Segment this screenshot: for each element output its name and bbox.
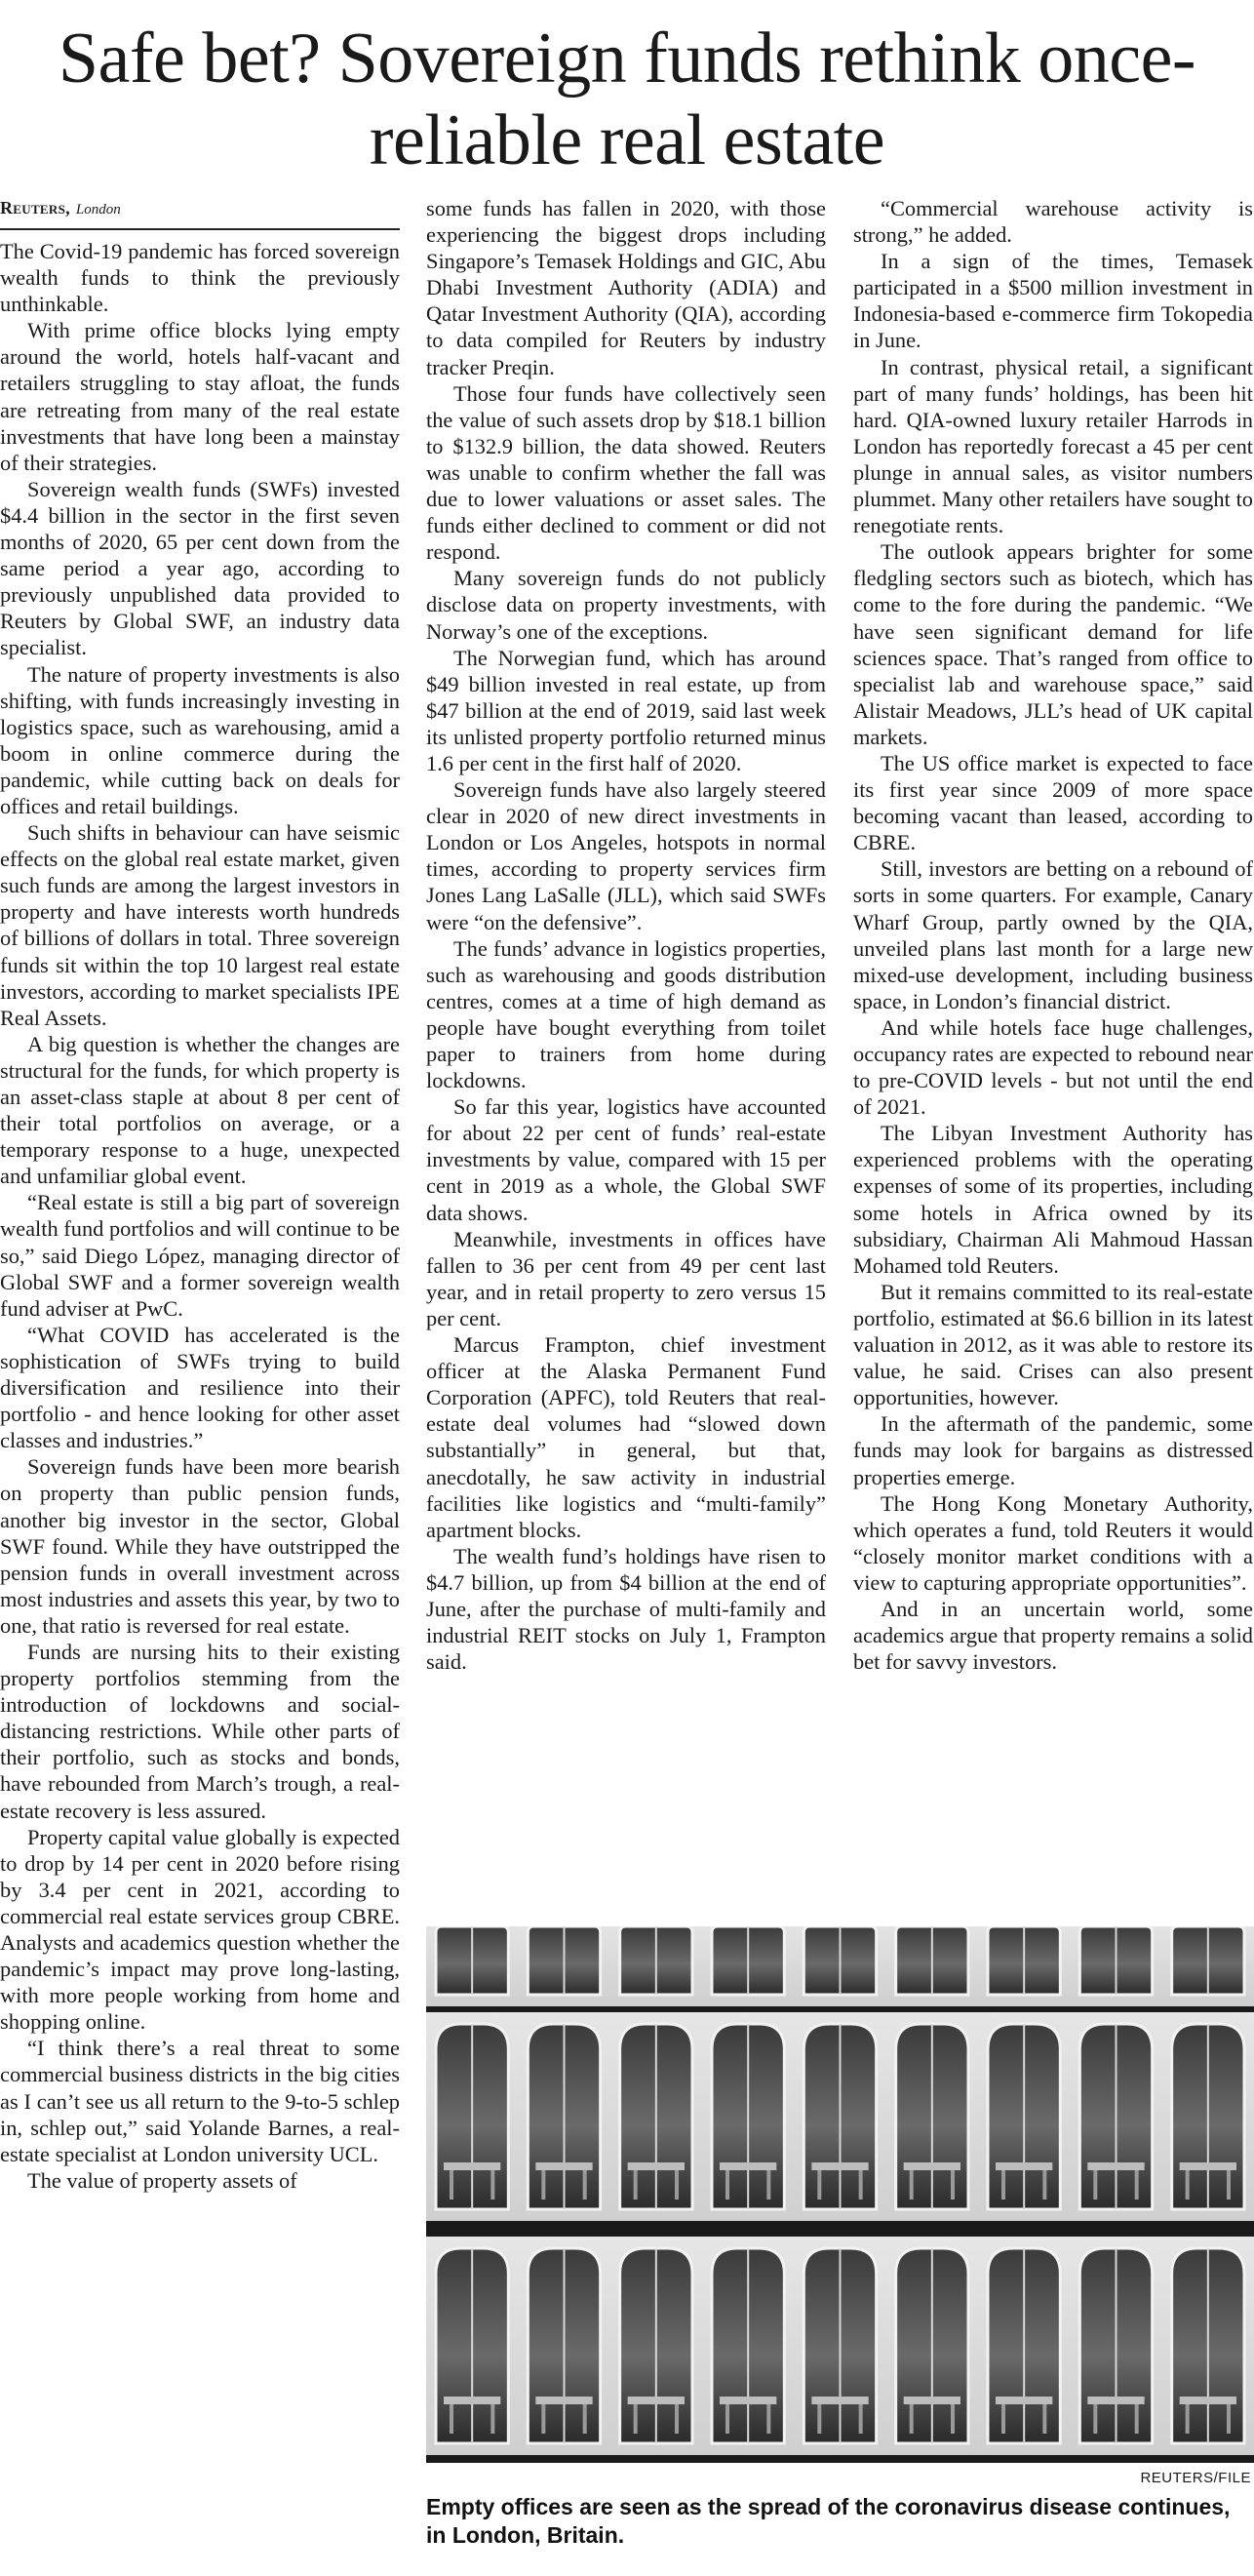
desk-leg: [910, 2170, 914, 2200]
desk: [904, 2162, 960, 2170]
desk: [535, 2162, 592, 2170]
paragraph: Sovereign wealth funds (SWFs) invested $4.4 billion in the sector in the first seven months of 2020, 65 per cent down from the same period a year ago, according to previously unpublished data provided to Reuters by Global SWF, an industry data specialist.: [0, 476, 400, 660]
desk-leg: [725, 2170, 729, 2200]
paragraph: A big question is whether the changes are structural for the funds, for which property is an asset-class staple at about 8 per cent of their total portfolios on average, or a temporary response to a huge, unexpected and unfamiliar global event.: [0, 1031, 400, 1189]
desk: [628, 2162, 685, 2170]
desk-leg: [817, 2170, 821, 2200]
paragraph: Those four funds have collectively seen the value of such assets drop by $18.1 billion to $132.9 billion, the data showed. Reuters was unable to confirm whether the fall was due to lower valuations or asset sales. The funds either declined to comment or did not respond.: [426, 380, 826, 565]
desk-leg: [1135, 2404, 1139, 2434]
desk: [811, 2162, 868, 2170]
paragraph: Marcus Frampton, chief investment officer at the Alaska Permanent Fund Corporation (APFC), told Reuters that real-estate deal volumes had “slowed down substantially” in general, but that, anecdotally, he saw activity in industrial facilities like logistics and “multi-family” apartment blocks.: [426, 1332, 826, 1542]
desk-leg: [675, 2170, 679, 2200]
desk-leg: [1001, 2170, 1005, 2200]
desk: [996, 2397, 1052, 2404]
desk-leg: [951, 2404, 955, 2434]
paragraph: Sovereign funds have also largely steered clear in 2020 of new direct investments in London or Los Angeles, hotspots in normal times, according to property services firm Jones Lang LaSalle (JLL), which said SWFs were “on the defensive”.: [426, 777, 826, 934]
office-windows-illustration: [426, 1926, 1254, 2463]
article-column-2: [426, 195, 826, 1941]
paragraph: Funds are nursing hits to their existing property portfolios stemming from the introduction of lockdowns and social-distancing restrictions. While other parts of their portfolio, such as stocks and bonds, have rebounded from March’s trough, a real-estate recovery is less assured.: [0, 1639, 400, 1823]
desk-leg: [859, 2170, 863, 2200]
paragraph: The Norwegian fund, which has around $49 billion invested in real estate, up from $47 billion at the end of 2019, said last week its unlisted property portfolio returned minus 1.6 per cent in the first half of 2020.: [426, 645, 826, 775]
paragraph: So far this year, logistics have accounted for about 22 per cent of funds’ real-estate investments by value, compared with 15 per cent in 2019 as a whole, the Global SWF data shows.: [426, 1094, 826, 1225]
desk-leg: [1093, 2404, 1097, 2434]
desk: [628, 2397, 685, 2404]
paragraph: Sovereign funds have been more bearish on property than public pension funds, another big investor in the sector, Global SWF found. While they have outstripped the pension funds in overall investment across most industries and assets this year, by two to one, that ratio is reversed for real estate.: [0, 1454, 400, 1638]
paragraph: The Libyan Investment Authority has experienced problems with the operating expenses of some of its properties, including some hotels in Africa owned by its subsidiary, Chairman Ali Mahmoud Hassan Mohamed told Reuters.: [853, 1121, 1253, 1278]
desk-leg: [450, 2404, 453, 2434]
desk-leg: [951, 2170, 955, 2200]
desk: [811, 2397, 868, 2404]
paragraph: In contrast, physical retail, a significant part of many funds’ holdings, has been hit hard. QIA-owned luxury retailer Harrods in London has reportedly forecast a 45 per cent plunge in annual sales, as visitor numbers plummet. Many other retailers have sought to renegotiate rents.: [853, 354, 1253, 538]
desk: [444, 2397, 500, 2404]
desk-leg: [634, 2170, 638, 2200]
paragraph: And in an uncertain world, some academics argue that property remains a solid bet for savvy investors.: [853, 1596, 1253, 1675]
desk-leg: [490, 2404, 494, 2434]
paragraph: And while hotels face huge challenges, occupancy rates are expected to rebound near to pre-COVID levels - but not until the end of 2021.: [853, 1014, 1253, 1120]
desk: [720, 2397, 776, 2404]
desk-leg: [541, 2170, 545, 2200]
desk: [535, 2397, 592, 2404]
desk: [1180, 2397, 1236, 2404]
paragraph: Property capital value globally is expected to drop by 14 per cent in 2020 before rising by 3.4 per cent in 2021, according to commercial real estate services group CBRE. Analysts and academics question whether the pandemic’s impact may prove long-lasting, with more people working from home and shopping online.: [0, 1824, 400, 2035]
desk: [1087, 2162, 1144, 2170]
desk-leg: [1135, 2170, 1139, 2200]
paragraph: “Commercial warehouse activity is strong,” he added.: [853, 196, 1253, 248]
desk-leg: [1042, 2404, 1046, 2434]
paragraph: The Hong Kong Monetary Authority, which operates a fund, told Reuters it would “closely monitor market conditions with a view to capturing appropriate opportunities”.: [853, 1490, 1253, 1595]
photo-credit: REUTERS/FILE: [1140, 2470, 1251, 2486]
paragraph: Meanwhile, investments in offices have fallen to 36 per cent from 49 per cent last year, and in retail property to zero versus 15 per cent.: [426, 1226, 826, 1330]
desk-leg: [583, 2170, 587, 2200]
desk-leg: [725, 2404, 729, 2434]
byline-agency: Reuters,: [0, 198, 70, 218]
paragraph: In a sign of the times, Temasek participated in a $500 million investment in Indonesia-based e-commerce firm Tokopedia in June.: [853, 249, 1253, 353]
paragraph: “I think there’s a real threat to some commercial business districts in the big cities as I can’t see us all return to the 9-to-5 schlep in, schlep out,” said Yolande Barnes, a real-estate specialist at London university UCL.: [0, 2036, 400, 2166]
desk: [996, 2162, 1052, 2170]
article-column-3: [853, 195, 1253, 1941]
paragraph: Such shifts in behaviour can have seismic effects on the global real estate market, given such funds are among the largest investors in property and have interests worth hundreds of billions of dollars in total. Three sovereign funds sit within the top 10 largest real estate investors, according to market specialists IPE Real Assets.: [0, 820, 400, 1030]
desk-leg: [1093, 2170, 1097, 2200]
paragraph: The value of property assets of: [27, 2167, 297, 2193]
paragraph: The wealth fund’s holdings have risen to $4.7 billion, up from $4 billion at the end of June, after the purchase of multi-family and industrial REIT stocks on July 1, Frampton said.: [426, 1543, 826, 1675]
headline: Safe bet? Sovereign funds rethink once-reliable real estate: [58, 19, 1196, 180]
paragraph: The funds’ advance in logistics properties, such as warehousing and goods distribution centres, comes at a time of high demand as people have bought everything from toilet paper to trainers from home during lockdowns.: [426, 935, 826, 1093]
desk-leg: [1227, 2404, 1231, 2434]
desk: [444, 2162, 500, 2170]
desk-leg: [490, 2170, 494, 2200]
desk-leg: [450, 2170, 453, 2200]
desk-leg: [1001, 2404, 1005, 2434]
desk-leg: [859, 2404, 863, 2434]
desk-leg: [1186, 2170, 1190, 2200]
desk-leg: [817, 2404, 821, 2434]
paragraph: Many sovereign funds do not publicly disclose data on property investments, with Norway’s one of the exceptions.: [426, 566, 826, 644]
desk-leg: [766, 2404, 770, 2434]
byline: [0, 195, 400, 230]
desk: [904, 2397, 960, 2404]
desk-leg: [910, 2404, 914, 2434]
desk: [1180, 2162, 1236, 2170]
desk-leg: [1227, 2170, 1231, 2200]
desk: [720, 2162, 776, 2170]
desk-leg: [1042, 2170, 1046, 2200]
paragraph: In the aftermath of the pandemic, some funds may look for bargains as distressed properties emerge.: [853, 1411, 1253, 1489]
paragraph: “What COVID has accelerated is the sophistication of SWFs trying to build diversification and resilience into their portfolio - and hence looking for other asset classes and industries.”: [0, 1322, 400, 1453]
desk-leg: [766, 2170, 770, 2200]
paragraph: The outlook appears brighter for some fledgling sectors such as biotech, which has come to the fore during the pandemic. “We have seen significant demand for life sciences space. That’s ranged from office to specialist lab and warehouse space,” said Alistair Meadows, JLL’s head of UK capital markets.: [853, 539, 1253, 749]
paragraph: “Real estate is still a big part of sovereign wealth fund portfolios and will continue to be so,” said Diego López, managing director of Global SWF and a former sovereign wealth fund adviser at PwC.: [0, 1190, 400, 1321]
desk-leg: [583, 2404, 587, 2434]
paragraph: With prime office blocks lying empty around the world, hotels half-vacant and retailers struggling to stay afloat, the funds are retreating from many of the real estate investments that have long been a mainstay of their strategies.: [0, 318, 400, 475]
paragraph: some funds has fallen in 2020, with those experiencing the biggest drops including Singapore’s Temasek Holdings and GIC, Abu Dhabi Investment Authority (ADIA) and Qatar Investment Authority (QIA), according to data compiled for Reuters by industry tracker Preqin.: [426, 196, 826, 379]
office-building-photo: [426, 1926, 1254, 2463]
article-column-1: [0, 195, 400, 2570]
paragraph: The Covid-19 pandemic has forced sovereign wealth funds to think the previously unthinkable.: [0, 239, 400, 317]
desk: [1087, 2397, 1144, 2404]
desk-leg: [634, 2404, 638, 2434]
paragraph: The US office market is expected to face its first year since 2009 of more space becoming vacant than leased, according to CBRE.: [853, 750, 1253, 855]
paragraph: But it remains committed to its real-estate portfolio, estimated at $6.6 billion in its latest valuation in 2012, as it was able to restore its value, he said. Crises can also present opportunities, however.: [853, 1279, 1253, 1410]
desk-leg: [1186, 2404, 1190, 2434]
photo-caption: Empty offices are seen as the spread of the coronavirus disease continues, in London, Britain.: [426, 2494, 1231, 2548]
paragraph: The nature of property investments is also shifting, with funds increasingly investing in logistics space, such as warehousing, amid a boom in online commerce during the pandemic, while cutting back on deals for offices and retail buildings.: [0, 661, 400, 818]
byline-place: London: [75, 202, 121, 218]
paragraph: Still, investors are betting on a rebound of sorts in some quarters. For example, Canary Wharf Group, partly owned by the QIA, unveiled plans last month for a large new mixed-use development, including business space, in London’s financial district.: [853, 856, 1253, 1013]
desk-leg: [541, 2404, 545, 2434]
desk-leg: [675, 2404, 679, 2434]
